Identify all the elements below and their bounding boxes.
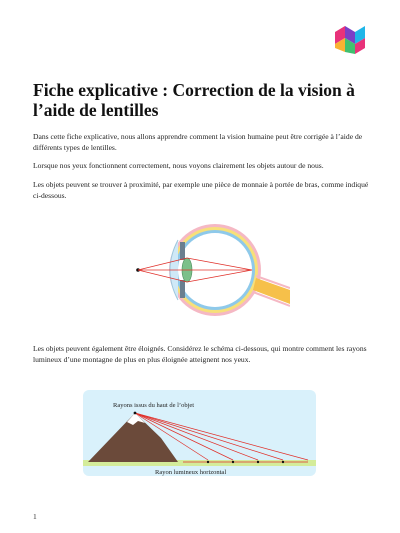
mountain-rays-diagram bbox=[83, 390, 316, 476]
page-number: 1 bbox=[33, 512, 37, 521]
page-title: Fiche explicative : Correction de la vision à l’aide de lentilles bbox=[33, 80, 355, 120]
paragraph-normal-vision: Lorsque nos yeux fonctionnent correctement, nous voyons clairement les objets autour de nous. bbox=[33, 161, 324, 170]
paragraph-far-objects: Les objets peuvent également être éloignés. Considérez le schéma ci-dessous, qui montre comment les rayons lumineux d’une montagne de plus en plus éloignée atteignent nos yeux. bbox=[33, 344, 367, 365]
eye-diagram bbox=[120, 218, 290, 328]
paragraph-intro: Dans cette fiche explicative, nous allons apprendre comment la vision humaine peut être corrigée à l’aide de différents types de lentilles. bbox=[33, 132, 363, 153]
label-top-rays: Rayons issus du haut de l’objet bbox=[113, 402, 195, 409]
iris-top bbox=[180, 242, 185, 260]
nagwa-logo-icon bbox=[335, 26, 367, 54]
label-horizontal-ray: Rayon lumineux horizontal bbox=[155, 469, 227, 476]
iris-bottom bbox=[180, 280, 185, 298]
paragraph-near-objects: Les objets peuvent se trouver à proximité, par exemple une pièce de monnaie à portée de bras, comme indiqué ci-dessous. bbox=[33, 180, 369, 201]
